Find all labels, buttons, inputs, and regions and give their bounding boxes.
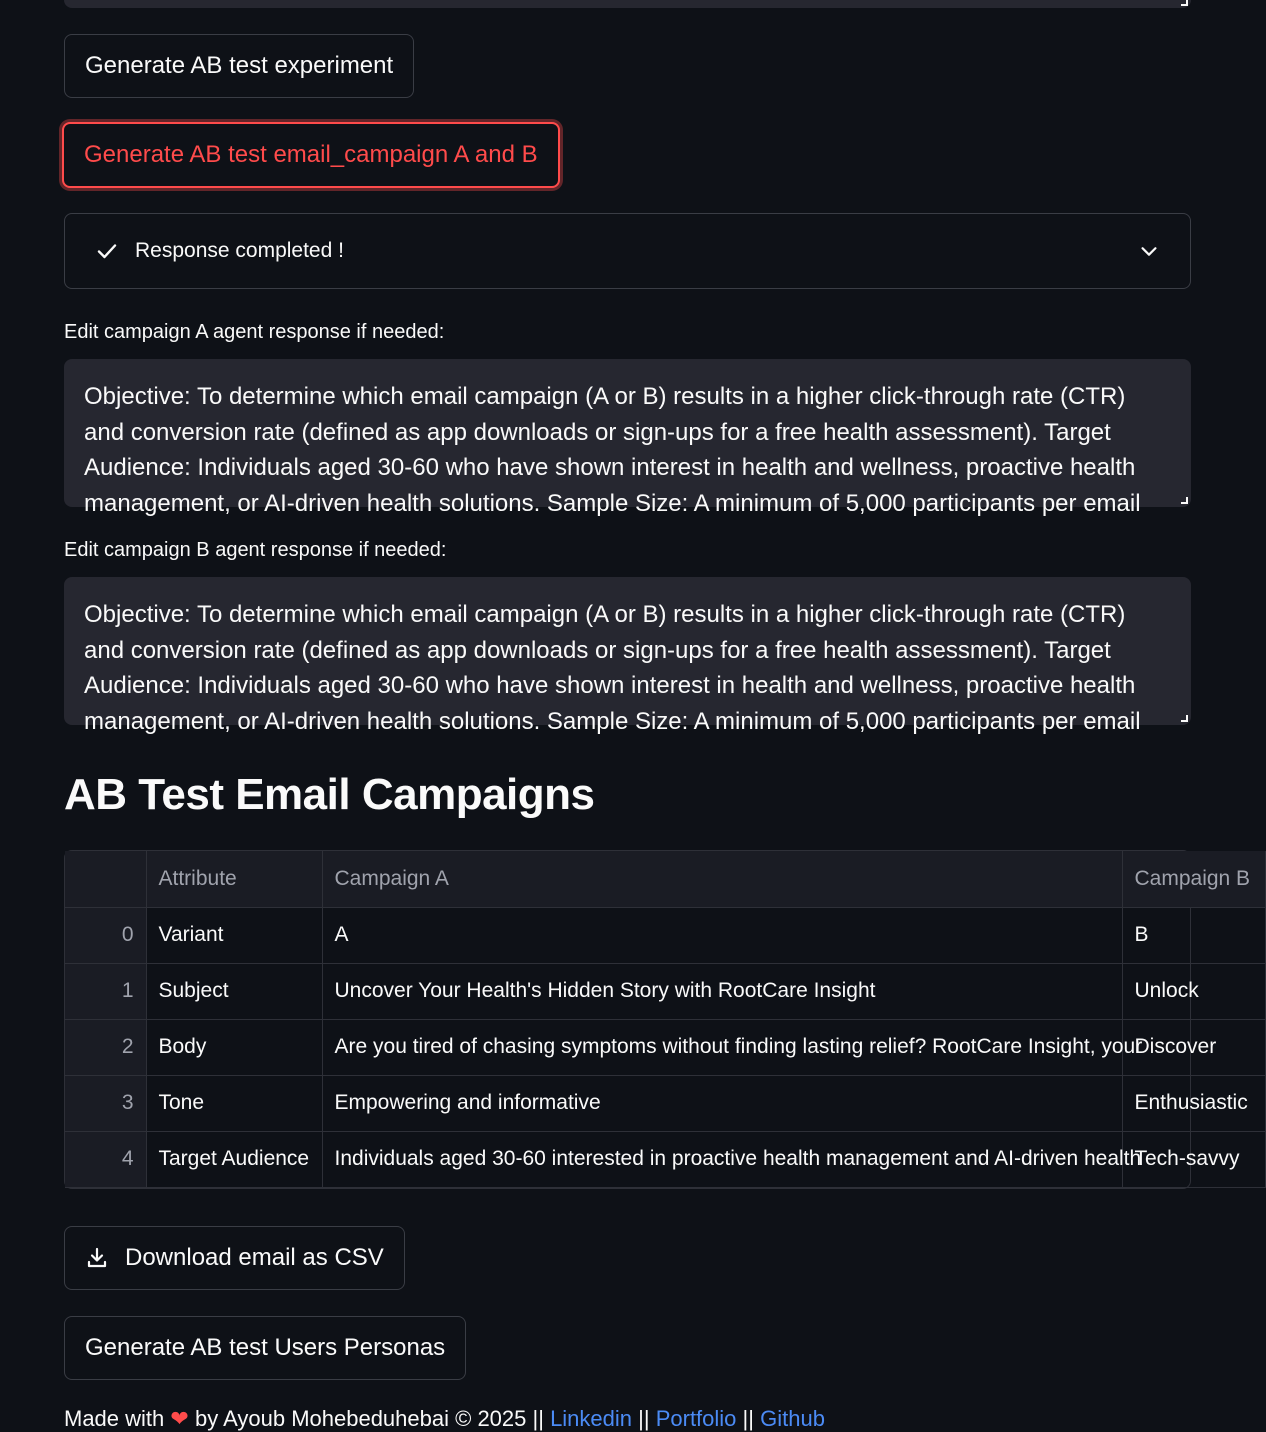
table-row [65,1019,1265,1075]
campaign-a-text: Objective: To determine which email campaign (A or B) results in a higher click-through rate (CTR) and conversion rate (defined as app downloads or sign-ups for a free health assessment). Target Audience: Individuals aged 30-60 who have shown interest in health and wellness, proactive health management, or AI-driven health solutions. Sample Size: A minimum of 5,000 participants per email [84,383,1141,517]
heart-icon: ❤ [170,1406,189,1431]
row-index[interactable]: 3 [65,1075,146,1131]
generate-email-campaign-button[interactable]: Generate AB test email_campaign A and B [62,122,560,188]
cell-attribute[interactable]: Tone [146,1075,322,1131]
footer-copyright: © 2025 || [455,1406,544,1431]
table-row [65,907,1265,963]
generate-personas-button[interactable]: Generate AB test Users Personas [64,1316,466,1380]
row-index[interactable]: 2 [65,1019,146,1075]
footer-separator: || [742,1406,754,1431]
download-icon [85,1246,109,1270]
resize-handle-icon[interactable] [1181,0,1188,6]
table-header-row [65,851,1265,907]
footer [64,1406,825,1432]
row-index[interactable]: 0 [65,907,146,963]
cell-campaign-b[interactable]: Tech-savvy [1122,1131,1265,1187]
cell-campaign-b[interactable]: B [1122,907,1265,963]
status-label: Response completed ! [135,239,344,262]
column-header-campaign-a[interactable]: Campaign A [322,851,1122,907]
check-icon [95,239,119,263]
footer-link-portfolio[interactable]: Portfolio [655,1406,737,1431]
cell-campaign-b[interactable]: Enthusiastic [1122,1075,1265,1131]
column-header-attribute[interactable]: Attribute [146,851,322,907]
status-expander[interactable] [64,213,1191,289]
campaigns-table[interactable] [64,850,1251,1189]
row-index[interactable]: 4 [65,1131,146,1187]
campaign-b-text: Objective: To determine which email campaign (A or B) results in a higher click-through rate (CTR) and conversion rate (defined as app downloads or sign-ups for a free health assessment). Target Audience: Individuals aged 30-60 who have shown interest in health and wellness, proactive health management, or AI-driven health solutions. Sample Size: A minimum of 5,000 participants per email [84,601,1141,735]
cell-campaign-a[interactable]: Uncover Your Health's Hidden Story with RootCare Insight [322,963,1122,1019]
footer-separator: || [638,1406,650,1431]
previous-textarea[interactable] [64,0,1191,8]
resize-handle-icon[interactable] [1181,497,1188,504]
row-index[interactable]: 1 [65,963,146,1019]
cell-attribute[interactable]: Target Audience [146,1131,322,1187]
campaign-b-textarea[interactable] [64,577,1191,735]
cell-campaign-a[interactable]: Individuals aged 30-60 interested in proactive health management and AI-driven health [322,1131,1122,1187]
chevron-down-icon[interactable] [1138,240,1160,262]
campaign-a-label: Edit campaign A agent response if needed: [64,321,445,343]
download-csv-label: Download email as CSV [125,1244,384,1271]
footer-author: by Ayoub Mohebeduhebai [194,1406,449,1431]
column-header-campaign-b[interactable]: Campaign B [1122,851,1265,907]
cell-attribute[interactable]: Subject [146,963,322,1019]
cell-campaign-a[interactable]: Empowering and informative [322,1075,1122,1131]
campaign-b-label: Edit campaign B agent response if needed: [64,539,447,561]
cell-campaign-b[interactable]: Unlock [1122,963,1265,1019]
footer-link-github[interactable]: Github [760,1406,825,1431]
cell-attribute[interactable]: Body [146,1019,322,1075]
campaign-a-textarea[interactable] [64,359,1191,517]
table-row [65,1075,1265,1131]
cell-campaign-a[interactable]: Are you tired of chasing symptoms without finding lasting relief? RootCare Insight, your [322,1019,1122,1075]
data-table [65,851,1266,1188]
footer-made-with: Made with [64,1406,165,1431]
column-header-index[interactable] [65,851,146,907]
cell-campaign-b[interactable]: Discover [1122,1019,1265,1075]
cell-campaign-a[interactable]: A [322,907,1122,963]
table-row [65,1131,1265,1187]
table-row [65,963,1265,1019]
footer-link-linkedin[interactable]: Linkedin [550,1406,633,1431]
section-title: AB Test Email Campaigns [64,770,595,819]
resize-handle-icon[interactable] [1181,715,1188,722]
download-csv-button[interactable] [64,1226,405,1290]
cell-attribute[interactable]: Variant [146,907,322,963]
generate-experiment-button[interactable]: Generate AB test experiment [64,34,414,98]
